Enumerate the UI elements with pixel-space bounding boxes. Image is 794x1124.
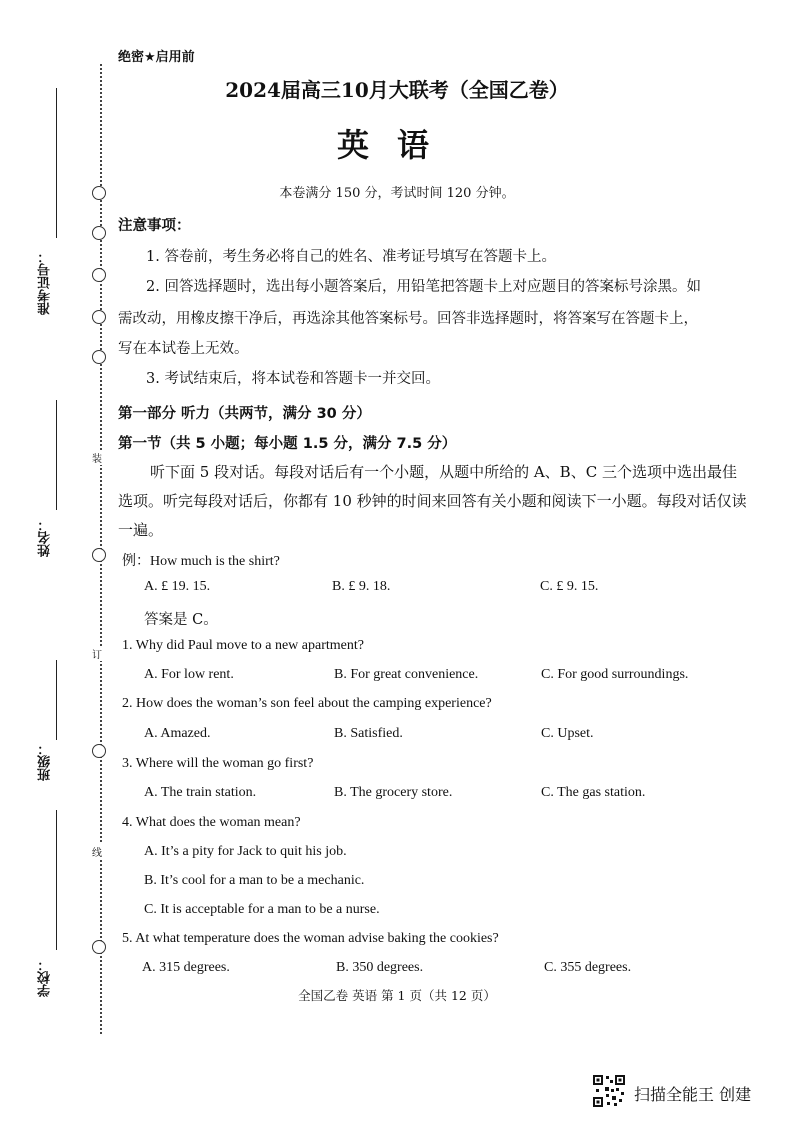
question-4: 4. What does the woman mean? — [122, 815, 301, 830]
q1-option-a: A. For low rent. — [144, 667, 234, 682]
school-line — [56, 810, 57, 950]
binding-hole — [92, 548, 106, 562]
notice-item-1: 1. 答卷前，考生务必将自己的姓名、准考证号填写在答题卡上。 — [146, 249, 556, 265]
binding-char-xian: 线 — [92, 844, 102, 859]
binding-hole — [92, 226, 106, 240]
q5-option-c: C. 355 degrees. — [544, 960, 632, 975]
binding-char-zhuang: 装 — [92, 450, 102, 465]
example-option-a: A. £ 19. 15. — [144, 579, 211, 594]
part1-title: 第一部分 听力（共两节，满分 30 分） — [118, 406, 371, 422]
q2-option-c: C. Upset. — [541, 726, 594, 741]
q2-option-a: A. Amazed. — [144, 726, 211, 741]
binding-hole — [92, 350, 106, 364]
notice-item-3: 3. 考试结束后，将本试卷和答题卡一并交回。 — [146, 371, 440, 387]
binding-hole — [92, 310, 106, 324]
question-2: 2. How does the woman’s son feel about the camping experience? — [122, 696, 492, 711]
directions: 听下面 5 段对话。每段对话后有一个小题，从题中所给的 A、B、C 三个选项中选出最佳选项。听完每段对话后，你都有 10 秒钟的时间来回答有关小题和阅读下一小题。每段对话仅读一遍。 — [118, 463, 747, 539]
q2-option-b: B. Satisfied. — [334, 726, 403, 741]
exam-title: 2024届高三10月大联考（全国乙卷） — [225, 78, 569, 102]
example-question: 例：How much is the shirt? — [122, 554, 280, 569]
q4-option-a: A. It’s a pity for Jack to quit his job. — [144, 844, 347, 859]
page-footer: 全国乙卷 英语 第 1 页（共 12 页） — [298, 988, 496, 1003]
binding-char-ding: 订 — [92, 646, 102, 661]
qr-code-icon — [592, 1074, 626, 1108]
name-line — [56, 400, 57, 510]
q3-option-c: C. The gas station. — [541, 785, 646, 800]
example-answer: 答案是 C。 — [144, 612, 218, 628]
q5-option-b: B. 350 degrees. — [336, 960, 424, 975]
q1-option-c: C. For good surroundings. — [541, 667, 689, 682]
score-line: 本卷满分 150 分，考试时间 120 分钟。 — [279, 186, 515, 201]
question-5: 5. At what temperature does the woman advise baking the cookies? — [122, 931, 499, 946]
class-line — [56, 660, 57, 740]
example-option-b: B. £ 9. 18. — [332, 579, 391, 594]
exam-no-label: 准考证号： — [38, 250, 53, 315]
confidential-mark: 绝密★启用前 — [118, 50, 195, 65]
notice-heading: 注意事项： — [118, 218, 191, 234]
q4-option-c: C. It is acceptable for a man to be a nurse. — [144, 902, 380, 917]
notice-item-2: 2. 回答选择题时，选出每小题答案后，用铅笔把答题卡上对应题目的答案标号涂黑。如 — [146, 279, 701, 295]
binding-hole — [92, 940, 106, 954]
q1-option-b: B. For great convenience. — [334, 667, 479, 682]
school-label: 学校： — [38, 958, 53, 997]
scanner-watermark: 扫描全能王 创建 — [634, 1085, 752, 1104]
subject-title: 英语 — [336, 126, 457, 164]
name-label: 姓名： — [38, 518, 53, 557]
example-option-c: C. £ 9. 15. — [540, 579, 599, 594]
q3-option-b: B. The grocery store. — [334, 785, 453, 800]
q5-option-a: A. 315 degrees. — [142, 960, 230, 975]
question-1: 1. Why did Paul move to a new apartment? — [122, 638, 364, 653]
class-label: 班级： — [38, 742, 53, 781]
notice-item-2-end: 写在本试卷上无效。 — [118, 341, 249, 357]
binding-hole — [92, 744, 106, 758]
binding-hole — [92, 268, 106, 282]
question-3: 3. Where will the woman go first? — [122, 756, 314, 771]
q4-option-b: B. It’s cool for a man to be a mechanic. — [144, 873, 365, 888]
notice-item-2-cont: 需改动，用橡皮擦干净后，再选涂其他答案标号。回答非选择题时，将答案写在答题卡上， — [118, 311, 698, 327]
section1-title: 第一节（共 5 小题；每小题 1.5 分，满分 7.5 分） — [118, 436, 457, 452]
q3-option-a: A. The train station. — [144, 785, 257, 800]
